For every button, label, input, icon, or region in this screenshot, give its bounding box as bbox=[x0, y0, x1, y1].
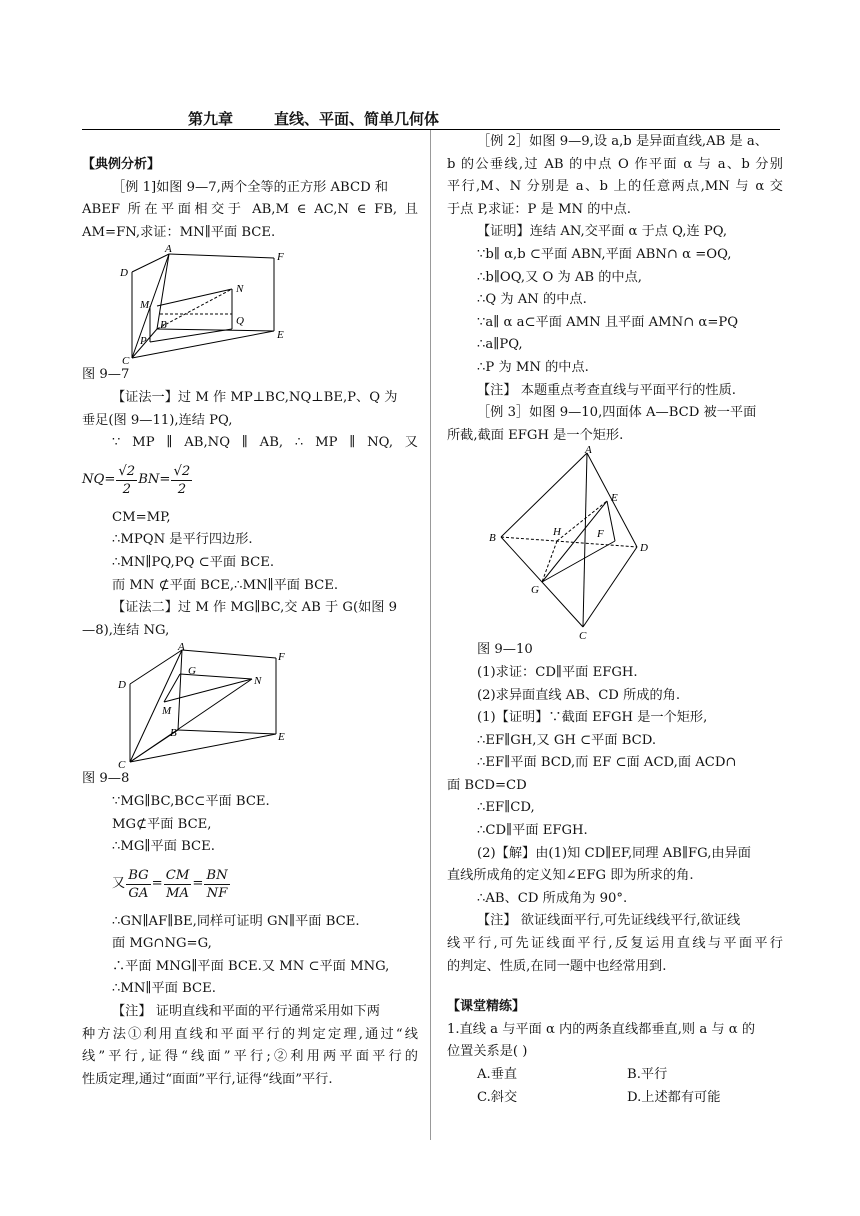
option-b: B.平行 bbox=[627, 1067, 668, 1082]
question-1-line: 1.直线 a 与平面 α 内的两条直线都垂直,则 a 与 α 的 bbox=[447, 1021, 756, 1037]
fig2-label: F bbox=[278, 651, 285, 664]
fig2-label: G bbox=[188, 665, 196, 678]
fraction-denominator: 2 bbox=[177, 482, 187, 498]
note-line: 的判定、性质,在同一题中也经常用到. bbox=[447, 958, 667, 974]
equals-sign: = bbox=[151, 876, 163, 892]
fig3-label: B bbox=[489, 532, 496, 545]
proof-2-line: ∴MN∥平面 BCE. bbox=[112, 981, 216, 997]
example-3-line: (2)【解】由(1)知 CD∥EF,同理 AB∥FG,由异面 bbox=[477, 845, 751, 861]
proof-1-line: 而 MN ⊄平面 BCE,∴MN∥平面 BCE. bbox=[112, 577, 339, 593]
fraction bbox=[116, 463, 137, 498]
example-1-line: ABEF 所在平面相交于 AB,M ∈ AC,N ∈ FB, 且 bbox=[82, 202, 418, 218]
example-3-line: (1)求证：CD∥平面 EFGH. bbox=[477, 664, 638, 680]
proof-2-line: 【证法二】过 M 作 MG∥BC,交 AB 于 G(如图 9 bbox=[112, 600, 398, 616]
example-2-line: 于点 P,求证：P 是 MN 的中点. bbox=[447, 201, 631, 217]
section-heading: 【典例分析】 bbox=[82, 157, 161, 172]
fig2-label: B bbox=[170, 727, 177, 740]
proof-line: ∵b∥ α,b ⊂平面 ABN,平面 ABN∩ α =OQ, bbox=[477, 246, 732, 262]
fig2-label: E bbox=[278, 731, 285, 744]
fig1-label: P bbox=[140, 335, 147, 348]
proof-line: 【证明】连结 AN,交平面 α 于点 Q,连 PQ, bbox=[477, 224, 728, 240]
practice-heading: 【课堂精练】 bbox=[447, 999, 526, 1015]
fig3-label: C bbox=[579, 630, 587, 643]
proof-1-line: ∴MN∥PQ,PQ ⊂平面 BCE. bbox=[112, 554, 275, 570]
fraction-numerator: CM bbox=[165, 868, 190, 884]
fraction bbox=[171, 463, 192, 498]
proof-line: ∴a∥PQ, bbox=[477, 337, 523, 353]
fig1-label: F bbox=[277, 251, 284, 264]
column-divider bbox=[430, 130, 431, 1140]
example-3-line: 面 BCD=CD bbox=[447, 777, 527, 793]
nq-prefix: NQ= bbox=[82, 472, 116, 488]
fig1-label: D bbox=[120, 267, 128, 280]
example-1-line: AM=FN,求证：MN∥平面 BCE. bbox=[82, 224, 276, 240]
option-c: C.斜交 bbox=[477, 1089, 518, 1105]
fraction-denominator: 2 bbox=[122, 482, 131, 498]
example-3-line: 直线所成角的定义知∠EFG 即为所求的角. bbox=[447, 868, 694, 884]
proof-line: ∴Q 为 AN 的中点. bbox=[477, 292, 587, 308]
fig3-label: F bbox=[597, 528, 604, 541]
proof-2-line: MG⊄平面 BCE, bbox=[112, 816, 212, 832]
proof-line: ∴b∥OQ,又 O 为 AB 的中点, bbox=[477, 269, 643, 285]
fraction-denominator: MA bbox=[166, 886, 190, 902]
fig1-label: M bbox=[140, 299, 150, 312]
note-line: 线”平行,证得“线面”平行;②利用两平面平行的 bbox=[82, 1049, 418, 1065]
fig2-label: A bbox=[178, 641, 185, 654]
fig1-label: Q bbox=[236, 315, 244, 328]
nq-equation bbox=[82, 455, 418, 507]
proof-1-line: ∵ MP ∥ AB,NQ ∥ AB, ∴ MP ∥ NQ, 又 bbox=[112, 435, 418, 451]
fraction-denominator: GA bbox=[128, 886, 149, 902]
proof-2-line: —8),连结 NG, bbox=[82, 622, 170, 638]
left-column bbox=[82, 154, 418, 1091]
fig2-label: M bbox=[162, 705, 172, 718]
example-1-line: ［例 1]如图 9—7,两个全等的正方形 ABCD 和 bbox=[112, 179, 389, 195]
example-3-line: (1)【证明】∵截面 EFGH 是一个矩形, bbox=[477, 710, 708, 726]
fig3-label: E bbox=[611, 492, 618, 505]
proof-1-line: CM=MP, bbox=[112, 509, 171, 525]
fraction bbox=[126, 867, 150, 902]
fig3-label: A bbox=[585, 444, 592, 457]
fig3-label: H bbox=[553, 526, 561, 539]
chapter-title: 直线、平面、简单几何体 bbox=[274, 110, 440, 128]
fig1-label: E bbox=[277, 329, 284, 342]
note-line: 【注】 本题重点考查直线与平面平行的性质. bbox=[477, 382, 736, 398]
example-3-line: ∴EF∥GH,又 GH ⊂平面 BCD. bbox=[477, 732, 657, 748]
note-line: 种方法①利用直线和平面平行的判定定理,通过“线 bbox=[82, 1026, 418, 1042]
example-3-line: (2)求异面直线 AB、CD 所成的角. bbox=[477, 687, 681, 703]
fraction-numerator: √2 bbox=[118, 464, 136, 480]
option-d: D.上述都有可能 bbox=[627, 1089, 721, 1105]
proof-2-line: 面 MG∩NG=G, bbox=[112, 936, 212, 952]
question-1-line: 位置关系是( ) bbox=[447, 1044, 528, 1060]
figure-9-8 bbox=[112, 641, 285, 772]
example-2-line: ［例 2］如图 9—9,设 a,b 是异面直线,AB 是 a、 bbox=[477, 134, 768, 149]
fraction-numerator: BN bbox=[206, 868, 228, 884]
note-line: 【注】 欲证线面平行,可先证线线平行,欲证线 bbox=[477, 913, 741, 929]
fig1-label: A bbox=[165, 243, 172, 256]
example-3-line: ∴EF∥平面 BCD,而 EF ⊂面 ACD,面 ACD∩ bbox=[477, 755, 737, 771]
note-line: 性质定理,通过“面面”平行,证得“线面”平行. bbox=[82, 1071, 333, 1087]
chapter-number: 第九章 bbox=[188, 110, 234, 128]
fig3-label: D bbox=[640, 542, 648, 555]
proof-line: ∴P 为 MN 的中点. bbox=[477, 359, 589, 375]
example-3-line: ［例 3］如图 9—10,四面体 A—BCD 被一平面 bbox=[477, 405, 757, 421]
example-3-line: ∴CD∥平面 EFGH. bbox=[477, 823, 588, 839]
note-line: 线平行,可先证线面平行,反复运用直线与平面平行 bbox=[447, 936, 783, 952]
proof-1-line: 【证法一】过 M 作 MP⊥BC,NQ⊥BE,P、Q 为 bbox=[112, 389, 398, 405]
page-header bbox=[82, 108, 782, 128]
proof-line: ∵a∥ α a⊂平面 AMN 且平面 AMN∩ α=PQ bbox=[477, 314, 739, 330]
figure-caption: 图 9—7 bbox=[82, 367, 130, 383]
proof-2-line: ∵MG∥BC,BC⊂平面 BCE. bbox=[112, 793, 270, 809]
fig1-label: B bbox=[160, 319, 167, 332]
fig1-label: C bbox=[122, 355, 130, 368]
fraction-numerator: BG bbox=[128, 868, 149, 884]
note-line: 【注】 证明直线和平面的平行通常采用如下两 bbox=[112, 1004, 380, 1020]
figure-9-10 bbox=[487, 444, 657, 643]
fig2-label: C bbox=[118, 759, 126, 772]
ratio-equation bbox=[82, 859, 418, 911]
figure-9-7 bbox=[112, 243, 284, 368]
example-3-line: ∴AB、CD 所成角为 90°. bbox=[477, 890, 628, 906]
example-2-line: 平行,M、N 分别是 a、b 上的任意两点,MN 与 α 交 bbox=[447, 179, 783, 195]
example-2-line: b 的公垂线,过 AB 的中点 O 作平面 α 与 a、b 分别 bbox=[447, 156, 783, 172]
fig2-label: N bbox=[254, 675, 262, 688]
example-3-line: ∴EF∥CD, bbox=[477, 800, 535, 816]
option-a: A.垂直 bbox=[477, 1067, 518, 1082]
example-3-line: 所截,截面 EFGH 是一个矩形. bbox=[447, 427, 624, 443]
proof-1-line: 垂足(图 9—11),连结 PQ, bbox=[82, 412, 233, 428]
options-row bbox=[447, 1064, 783, 1087]
proof-2-line: ∴平面 MNG∥平面 BCE.又 MN ⊂平面 MNG, bbox=[112, 958, 390, 974]
fraction-numerator: √2 bbox=[173, 464, 191, 480]
fraction bbox=[204, 867, 229, 902]
fig3-label: G bbox=[531, 584, 539, 597]
right-column bbox=[447, 131, 783, 1109]
fraction-denominator: NF bbox=[206, 886, 228, 902]
ratio-prefix: 又 bbox=[112, 876, 126, 892]
nq-mid: BN= bbox=[138, 472, 171, 488]
header-rule bbox=[82, 129, 780, 130]
proof-2-line: ∴MG∥平面 BCE. bbox=[112, 839, 215, 855]
fraction bbox=[164, 867, 192, 902]
proof-2-line: ∴GN∥AF∥BE,同样可证明 GN∥平面 BCE. bbox=[112, 913, 360, 929]
proof-1-line: ∴MPQN 是平行四边形. bbox=[112, 532, 253, 548]
options-row bbox=[447, 1087, 783, 1110]
fig2-label: D bbox=[118, 679, 126, 692]
figure-caption: 图 9—10 bbox=[477, 642, 533, 658]
figure-caption: 图 9—8 bbox=[82, 771, 130, 787]
fig1-label: N bbox=[236, 283, 244, 296]
equals-sign: = bbox=[192, 876, 204, 892]
spacer bbox=[447, 978, 783, 996]
